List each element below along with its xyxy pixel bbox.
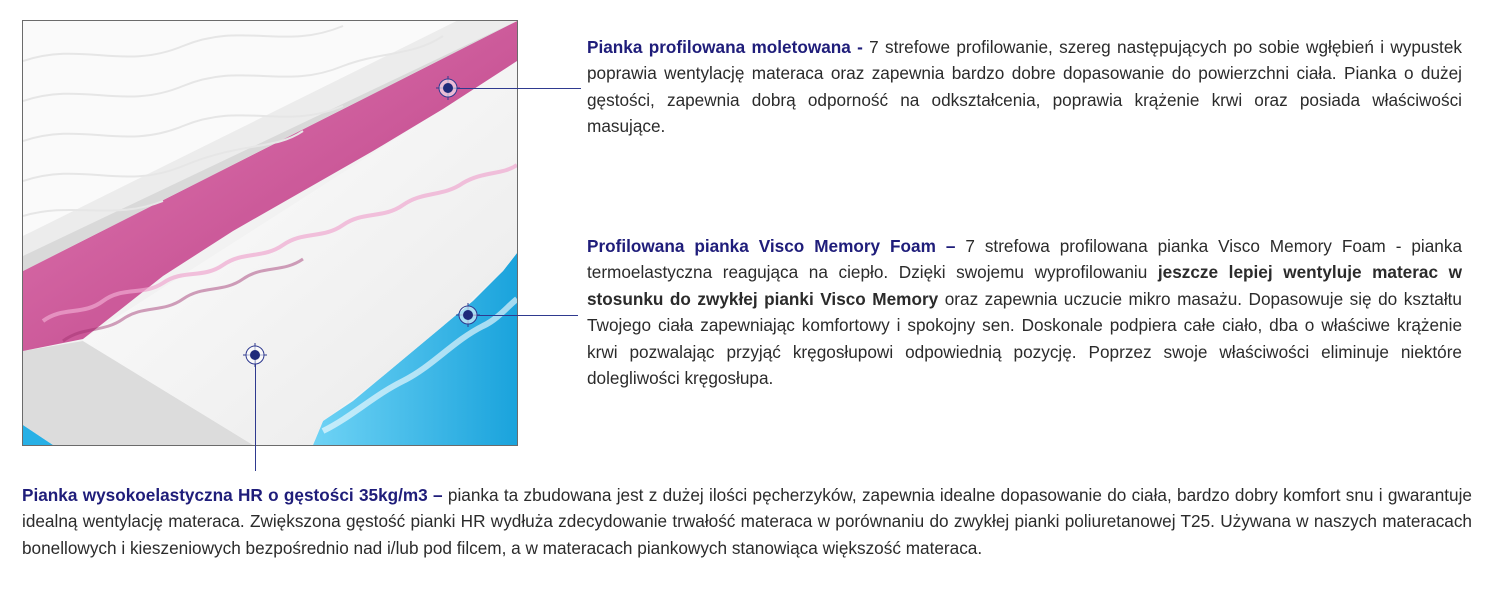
layer-description-visco-foam [587, 233, 1462, 391]
layer-text: pianka ta zbudowana jest z dużej ilości pęcherzyków, zapewnia idealne dopasowanie do ciała, bardzo dobry komfort snu i gwarantuje idealną wentylację materaca. Zwiększona gęstość pianki HR wydłuża zdecydowanie trwałość materaca w porównaniu do zwykłej pianki poliuretanowej T25. Używana w naszych materacach bonellowych i kieszeniowych bezpośrednio nad i/lub pod filcem, a w materacach piankowych stanowiąca większość materaca. [22, 485, 1472, 558]
leader-line-hr-foam [255, 355, 256, 471]
layer-text: 7 strefowa profilowana pianka Visco Memory Foam - pianka termoelastyczna reagująca na ciepło. Dzięki swojemu wyprofilowaniu [587, 236, 1462, 283]
layer-title: Profilowana pianka Visco Memory Foam [587, 236, 936, 256]
leader-line-profiled-foam [448, 88, 581, 89]
target-marker-icon [243, 343, 267, 367]
layer-text: 7 strefowe profilowanie, szereg następujących po sobie wgłębień i wypustek poprawia wentylację materaca oraz zapewnia bardzo dobre dopasowanie do powierzchni ciała. Pianka o dużej gęstości, zapewnia dobrą odporność na odkształcenia, poprawia krążenie krwi oraz posiada właściwości masujące. [587, 37, 1462, 137]
layer-title: Pianka profilowana moletowana [587, 37, 851, 57]
layer-title: Pianka wysokoelastyczna HR o gęstości 35kg/m3 [22, 485, 428, 505]
title-separator: – [935, 236, 966, 256]
target-marker-icon [436, 76, 460, 100]
layer-text: oraz zapewnia uczucie mikro masażu. Dopasowuje się do kształtu Twojego ciała zapewniając komfortowy i spokojny sen. Doskonale podpiera całe ciało, dba o właściwe krążenie krwi pozwalając przyjąć kręgosłupowi odpowiednią pozycję. Poprzez swoje właściwości eliminuje niektóre dolegliwości kręgosłupa. [587, 288, 1462, 389]
title-separator: – [427, 485, 448, 505]
leader-line-visco-foam [468, 315, 578, 316]
layer-text-highlight: jeszcze lepiej wentyluje materac w stosunku do zwykłej pianki Visco Memory [587, 262, 1462, 309]
target-marker-icon [456, 303, 480, 327]
layer-description-hr-foam [22, 482, 1472, 561]
layer-description-profiled-foam [587, 34, 1462, 140]
title-separator: - [850, 37, 870, 57]
